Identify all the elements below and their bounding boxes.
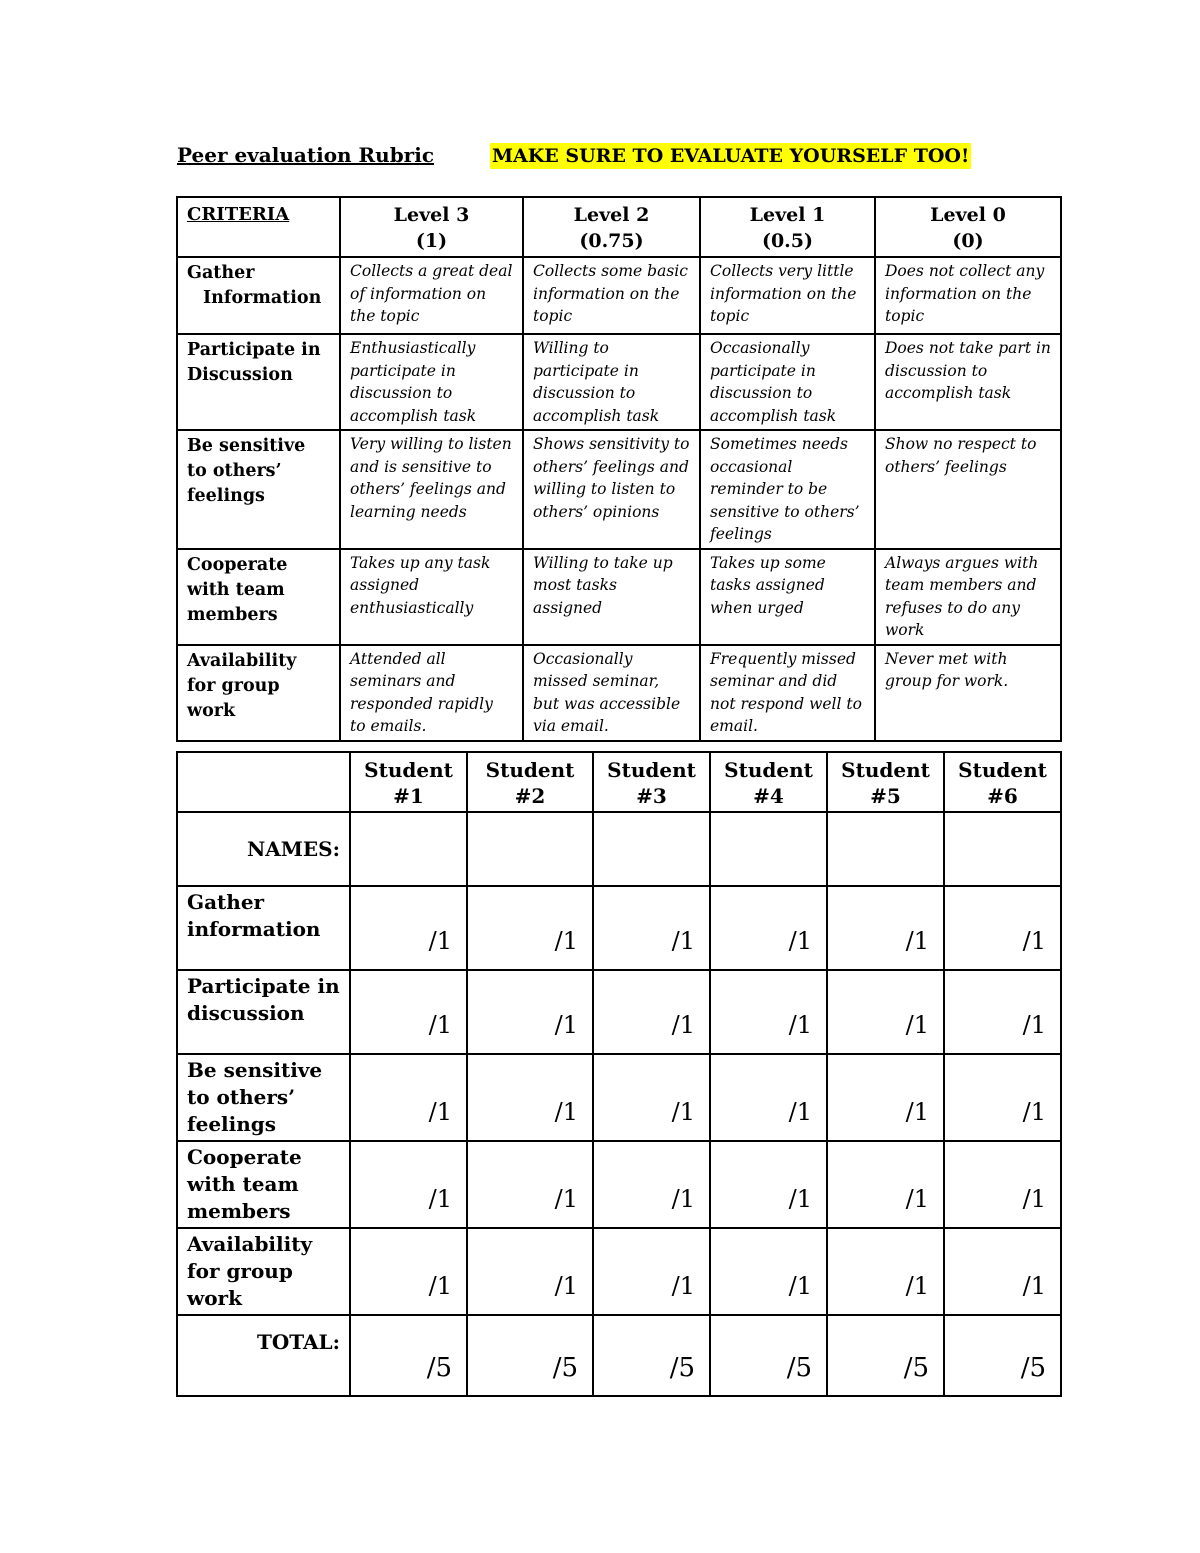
total-cell[interactable]: /5: [827, 1315, 944, 1396]
total-label: TOTAL:: [177, 1315, 350, 1396]
page-title: Peer evaluation Rubric: [177, 143, 434, 167]
score-cell[interactable]: /1: [593, 1141, 710, 1228]
level-2-header: Level 2 (0.75): [523, 197, 700, 257]
student-5-header: Student #5: [827, 752, 944, 812]
level-description: Frequently missed seminar and did not respond well to email.: [700, 645, 875, 741]
score-cell[interactable]: /1: [593, 886, 710, 970]
rubric-row: [177, 645, 1061, 741]
self-evaluation-notice: MAKE SURE TO EVALUATE YOURSELF TOO!: [492, 145, 970, 167]
score-cell[interactable]: /1: [827, 1141, 944, 1228]
level-description: Collects some basic information on the topic: [523, 257, 700, 334]
criterion-label: Be sensitive to others’ feelings: [177, 430, 340, 549]
level-description: Very willing to listen and is sensitive to others’ feelings and learning needs: [340, 430, 523, 549]
total-cell[interactable]: /5: [350, 1315, 467, 1396]
empty-corner-cell: [177, 752, 350, 812]
score-row: [177, 1228, 1061, 1315]
student-6-header: Student #6: [944, 752, 1061, 812]
rubric-row: [177, 430, 1061, 549]
score-row-label: Participate in discussion: [177, 970, 350, 1054]
score-row-label: Be sensitive to others’ feelings: [177, 1054, 350, 1141]
total-cell[interactable]: /5: [944, 1315, 1061, 1396]
level-description: Takes up any task assigned enthusiastically: [340, 549, 523, 645]
level-description: Enthusiastically participate in discussion to accomplish task: [340, 334, 523, 430]
student-name-field[interactable]: [593, 812, 710, 886]
students-header-row: [177, 752, 1061, 812]
score-row: [177, 886, 1061, 970]
score-cell[interactable]: /1: [467, 1054, 593, 1141]
score-cell[interactable]: /1: [350, 886, 467, 970]
total-cell[interactable]: /5: [467, 1315, 593, 1396]
score-cell[interactable]: /1: [593, 1228, 710, 1315]
score-cell[interactable]: /1: [467, 1228, 593, 1315]
level-3-header: Level 3 (1): [340, 197, 523, 257]
criterion-label: Gather Information: [177, 257, 340, 334]
total-cell[interactable]: /5: [593, 1315, 710, 1396]
score-cell[interactable]: /1: [944, 1054, 1061, 1141]
rubric-row: [177, 257, 1061, 334]
level-description: Collects a great deal of information on the topic: [340, 257, 523, 334]
score-cell[interactable]: /1: [467, 970, 593, 1054]
score-cell[interactable]: /1: [593, 970, 710, 1054]
score-cell[interactable]: /1: [827, 970, 944, 1054]
score-cell[interactable]: /1: [944, 1228, 1061, 1315]
score-cell[interactable]: /1: [467, 886, 593, 970]
level-description: Always argues with team members and refuses to do any work: [875, 549, 1061, 645]
level-description: Willing to participate in discussion to accomplish task: [523, 334, 700, 430]
student-1-header: Student #1: [350, 752, 467, 812]
score-cell[interactable]: /1: [827, 1054, 944, 1141]
score-cell[interactable]: /1: [350, 1054, 467, 1141]
score-row-label: Availability for group work: [177, 1228, 350, 1315]
score-cell[interactable]: /1: [710, 886, 827, 970]
score-cell[interactable]: /1: [827, 1228, 944, 1315]
criteria-header: CRITERIA: [177, 197, 340, 257]
score-cell[interactable]: /1: [944, 886, 1061, 970]
level-description: Does not take part in discussion to accomplish task: [875, 334, 1061, 430]
student-name-field[interactable]: [350, 812, 467, 886]
level-1-header: Level 1 (0.5): [700, 197, 875, 257]
score-row: [177, 1141, 1061, 1228]
rubric-header-row: [177, 197, 1061, 257]
score-row-label: Cooperate with team members: [177, 1141, 350, 1228]
score-row-label: Gather information: [177, 886, 350, 970]
score-row: [177, 1054, 1061, 1141]
student-name-field[interactable]: [467, 812, 593, 886]
total-row: [177, 1315, 1061, 1396]
criterion-label: Participate in Discussion: [177, 334, 340, 430]
rubric-row: [177, 549, 1061, 645]
score-cell[interactable]: /1: [350, 970, 467, 1054]
level-description: Occasionally missed seminar, but was accessible via email.: [523, 645, 700, 741]
level-description: Willing to take up most tasks assigned: [523, 549, 700, 645]
score-cell[interactable]: /1: [944, 970, 1061, 1054]
student-2-header: Student #2: [467, 752, 593, 812]
score-cell[interactable]: /1: [350, 1228, 467, 1315]
names-row: [177, 812, 1061, 886]
level-description: Occasionally participate in discussion to accomplish task: [700, 334, 875, 430]
criterion-label: Cooperate with team members: [177, 549, 340, 645]
level-description: Does not collect any information on the topic: [875, 257, 1061, 334]
score-cell[interactable]: /1: [944, 1141, 1061, 1228]
rubric-row: [177, 334, 1061, 430]
score-row: [177, 970, 1061, 1054]
student-name-field[interactable]: [710, 812, 827, 886]
score-cell[interactable]: /1: [710, 1054, 827, 1141]
level-description: Attended all seminars and responded rapidly to emails.: [340, 645, 523, 741]
score-cell[interactable]: /1: [827, 886, 944, 970]
score-cell[interactable]: /1: [710, 970, 827, 1054]
level-description: Show no respect to others’ feelings: [875, 430, 1061, 549]
total-cell[interactable]: /5: [710, 1315, 827, 1396]
level-0-header: Level 0 (0): [875, 197, 1061, 257]
student-name-field[interactable]: [827, 812, 944, 886]
score-table: [176, 751, 1062, 1397]
score-cell[interactable]: /1: [350, 1141, 467, 1228]
score-cell[interactable]: /1: [467, 1141, 593, 1228]
score-cell[interactable]: /1: [710, 1141, 827, 1228]
level-description: Sometimes needs occasional reminder to be sensitive to others’ feelings: [700, 430, 875, 549]
rubric-table: [176, 196, 1062, 742]
level-description: Collects very little information on the topic: [700, 257, 875, 334]
score-cell[interactable]: /1: [593, 1054, 710, 1141]
student-name-field[interactable]: [944, 812, 1061, 886]
level-description: Shows sensitivity to others’ feelings and willing to listen to others’ opinions: [523, 430, 700, 549]
criterion-label: Availability for group work: [177, 645, 340, 741]
level-description: Never met with group for work.: [875, 645, 1061, 741]
student-4-header: Student #4: [710, 752, 827, 812]
names-label: NAMES:: [177, 812, 350, 886]
student-3-header: Student #3: [593, 752, 710, 812]
score-cell[interactable]: /1: [710, 1228, 827, 1315]
level-description: Takes up some tasks assigned when urged: [700, 549, 875, 645]
